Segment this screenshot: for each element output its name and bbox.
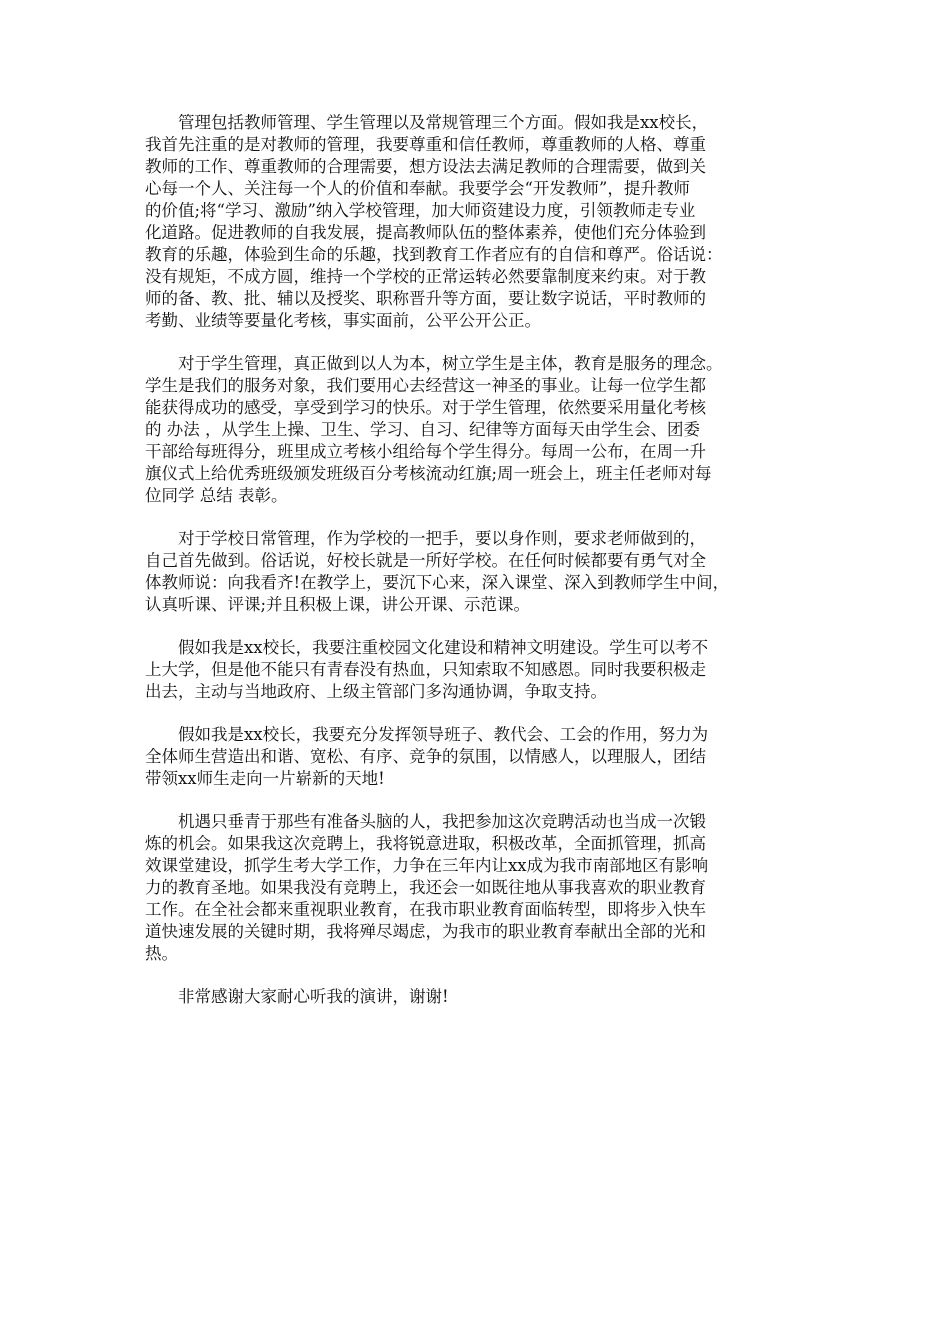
paragraph-opportunity: 机遇只垂青于那些有准备头脑的人，我把参加这次竞聘活动也当成一次锻 炼的机会。如果我这次竞聘上，我将锐意进取，积极改革，全面抓管理，抓高 效课堂建设，抓学生考大学工作，力争在三年内让xx成为我市南部地区有影响 力的教育圣地。如果我没有竞聘上，我还会一如既往地从事我喜欢的职业教育 工作。在全社会都来重视职业教育，在我市职业教育面临转型，即将步入快车 道快速发展的关键时期，我将殚尽竭虑，为我市的职业教育奉献出全部的光和 热。 — [145, 812, 709, 963]
paragraph-teacher-management: 管理包括教师管理、学生管理以及常规管理三个方面。假如我是xx校长， 我首先注重的是对教师的管理，我要尊重和信任教师，尊重教师的人格、尊重 教师的工作、尊重教师的合理需要，想方设法去满足教师的合理需要，做到关 心每一个人、关注每一个人的价值和奉献。我要学会“开发教师”，提升教师 的价值;将“学习、激励”纳入学校管理，加大师资建设力度，引领教师走专业 化道路。促进教师的自我发展，提高教师队伍的整体素养，使他们充分体验到 教育的乐趣，体验到生命的乐趣，找到教育工作者应有的自信和尊严。俗话说： 没有规矩，不成方圆，维持一个学校的正常运转必然要靠制度来约束。对于教 师的备、教、批、辅以及授奖、职称晋升等方面，要让数字说话，平时教师的 考勤、业绩等要量化考核，事实面前，公平公开公正。 — [145, 113, 723, 330]
paragraph-campus-culture: 假如我是xx校长，我要注重校园文化建设和精神文明建设。学生可以考不 上大学，但是他不能只有青春没有热血，只知索取不知感恩。同时我要积极走 出去，主动与当地政府、上级主管部门多沟通协调，争取支持。 — [145, 638, 709, 701]
paragraph-student-management: 对于学生管理，真正做到以人为本，树立学生是主体，教育是服务的理念。 学生是我们的服务对象，我们要用心去经营这一神圣的事业。让每一位学生都 能获得成功的感受，享受到学习的快乐。对于学生管理，依然要采用量化考核 的 办法 ，从学生上操、卫生、学习、自习、纪律等方面每天由学生会、团委 干部给每班得分，班里成立考核小组给每个学生得分。每周一公布，在周一升 旗仪式上给优秀班级颁发班级百分考核流动红旗;周一班会上，班主任老师对每 位同学 总结 表彰。 — [145, 354, 723, 505]
paragraph-thanks: 非常感谢大家耐心听我的演讲，谢谢! — [145, 987, 449, 1006]
paragraph-daily-management: 对于学校日常管理，作为学校的一把手，要以身作则，要求老师做到的， 自己首先做到。俗话说，好校长就是一所好学校。在任何时候都要有勇气对全 体教师说：向我看齐!在教学上，要沉下心来，深入课堂、深入到教师学生中间， 认真听课、评课;并且积极上课，讲公开课、示范课。 — [145, 529, 730, 614]
paragraph-leadership: 假如我是xx校长，我要充分发挥领导班子、教代会、工会的作用，努力为 全体师生营造出和谐、宽松、有序、竞争的氛围，以情感人，以理服人，团结 带领xx师生走向一片崭新的天地! — [145, 725, 709, 788]
document-body — [145, 112, 813, 1029]
